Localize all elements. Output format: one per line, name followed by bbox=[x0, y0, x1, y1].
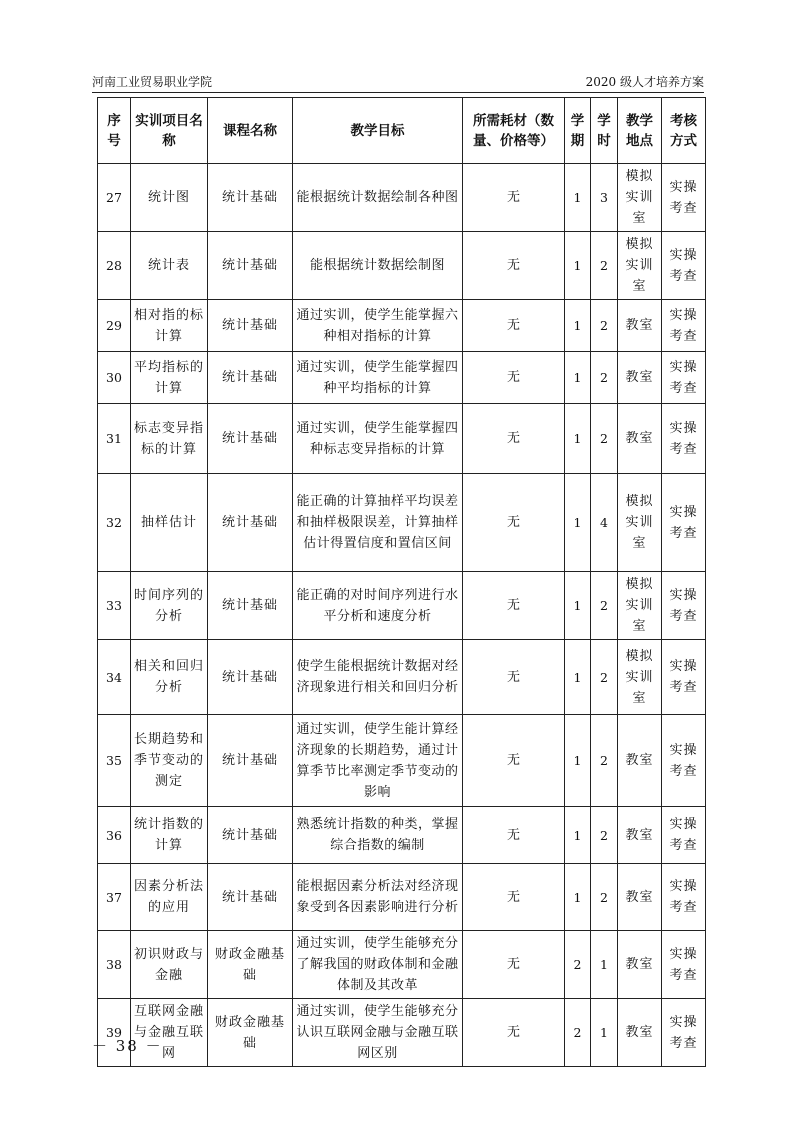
exam-method-cell: 实操考查 bbox=[662, 474, 706, 572]
location-cell: 教室 bbox=[618, 715, 662, 807]
exam-method-cell: 实操考查 bbox=[662, 715, 706, 807]
column-header: 考核方式 bbox=[662, 98, 706, 164]
project-name-cell: 平均指标的计算 bbox=[131, 352, 208, 404]
location-cell: 教室 bbox=[618, 807, 662, 864]
exam-method-cell: 实操考查 bbox=[662, 164, 706, 232]
exam-method-cell: 实操考查 bbox=[662, 864, 706, 931]
location-cell: 教室 bbox=[618, 300, 662, 352]
project-name-cell: 统计表 bbox=[131, 232, 208, 300]
exam-method-cell: 实操考查 bbox=[662, 404, 706, 474]
location-cell: 教室 bbox=[618, 999, 662, 1067]
table-row bbox=[98, 864, 706, 931]
location-cell: 教室 bbox=[618, 404, 662, 474]
materials-cell: 无 bbox=[463, 640, 565, 715]
project-name-cell: 因素分析法的应用 bbox=[131, 864, 208, 931]
location-cell: 教室 bbox=[618, 931, 662, 999]
table-row bbox=[98, 300, 706, 352]
project-name-cell: 统计图 bbox=[131, 164, 208, 232]
term-cell: 1 bbox=[565, 864, 591, 931]
teaching-goal-cell: 能根据统计数据绘制图 bbox=[293, 232, 463, 300]
row-number-cell: 28 bbox=[98, 232, 131, 300]
term-cell: 1 bbox=[565, 807, 591, 864]
course-name-cell: 财政金融基础 bbox=[208, 931, 293, 999]
table-row bbox=[98, 640, 706, 715]
row-number-cell: 39 bbox=[98, 999, 131, 1067]
materials-cell: 无 bbox=[463, 807, 565, 864]
table-header-row bbox=[98, 98, 706, 164]
term-cell: 1 bbox=[565, 300, 591, 352]
location-cell: 教室 bbox=[618, 864, 662, 931]
school-name: 河南工业贸易职业学院 bbox=[92, 75, 213, 89]
hours-cell: 1 bbox=[591, 999, 618, 1067]
table-row bbox=[98, 572, 706, 640]
row-number-cell: 36 bbox=[98, 807, 131, 864]
term-cell: 1 bbox=[565, 474, 591, 572]
column-header: 所需耗材（数量、价格等） bbox=[463, 98, 565, 164]
row-number-cell: 35 bbox=[98, 715, 131, 807]
term-cell: 1 bbox=[565, 715, 591, 807]
term-cell: 1 bbox=[565, 352, 591, 404]
exam-method-cell: 实操考查 bbox=[662, 999, 706, 1067]
table-row bbox=[98, 474, 706, 572]
teaching-goal-cell: 通过实训，使学生能够充分认识互联网金融与金融互联网区别 bbox=[293, 999, 463, 1067]
materials-cell: 无 bbox=[463, 931, 565, 999]
course-name-cell: 统计基础 bbox=[208, 300, 293, 352]
hours-cell: 1 bbox=[591, 931, 618, 999]
row-number-cell: 38 bbox=[98, 931, 131, 999]
hours-cell: 2 bbox=[591, 572, 618, 640]
course-name-cell: 统计基础 bbox=[208, 640, 293, 715]
hours-cell: 2 bbox=[591, 232, 618, 300]
exam-method-cell: 实操考查 bbox=[662, 807, 706, 864]
column-header: 实训项目名称 bbox=[131, 98, 208, 164]
materials-cell: 无 bbox=[463, 404, 565, 474]
teaching-goal-cell: 通过实训，使学生能够充分了解我国的财政体制和金融体制及其改革 bbox=[293, 931, 463, 999]
table-body bbox=[98, 164, 706, 1067]
materials-cell: 无 bbox=[463, 474, 565, 572]
exam-method-cell: 实操考查 bbox=[662, 640, 706, 715]
row-number-cell: 34 bbox=[98, 640, 131, 715]
table-row bbox=[98, 164, 706, 232]
teaching-goal-cell: 能正确的对时间序列进行水平分析和速度分析 bbox=[293, 572, 463, 640]
term-cell: 1 bbox=[565, 232, 591, 300]
materials-cell: 无 bbox=[463, 572, 565, 640]
location-cell: 教室 bbox=[618, 352, 662, 404]
exam-method-cell: 实操考查 bbox=[662, 300, 706, 352]
term-cell: 2 bbox=[565, 999, 591, 1067]
project-name-cell: 初识财政与金融 bbox=[131, 931, 208, 999]
hours-cell: 2 bbox=[591, 300, 618, 352]
row-number-cell: 29 bbox=[98, 300, 131, 352]
hours-cell: 2 bbox=[591, 715, 618, 807]
project-name-cell: 统计指数的计算 bbox=[131, 807, 208, 864]
hours-cell: 3 bbox=[591, 164, 618, 232]
location-cell: 模拟实训室 bbox=[618, 232, 662, 300]
term-cell: 2 bbox=[565, 931, 591, 999]
teaching-goal-cell: 能正确的计算抽样平均误差和抽样极限误差，计算抽样估计得置信度和置信区间 bbox=[293, 474, 463, 572]
page-header bbox=[92, 74, 704, 90]
materials-cell: 无 bbox=[463, 864, 565, 931]
table-row bbox=[98, 404, 706, 474]
project-name-cell: 时间序列的分析 bbox=[131, 572, 208, 640]
table-row bbox=[98, 999, 706, 1067]
materials-cell: 无 bbox=[463, 715, 565, 807]
course-name-cell: 统计基础 bbox=[208, 807, 293, 864]
teaching-goal-cell: 熟悉统计指数的种类，掌握综合指数的编制 bbox=[293, 807, 463, 864]
course-name-cell: 财政金融基础 bbox=[208, 999, 293, 1067]
plan-title: 2020 级人才培养方案 bbox=[585, 75, 704, 89]
project-name-cell: 长期趋势和季节变动的测定 bbox=[131, 715, 208, 807]
teaching-goal-cell: 能根据因素分析法对经济现象受到各因素影响进行分析 bbox=[293, 864, 463, 931]
exam-method-cell: 实操考查 bbox=[662, 232, 706, 300]
materials-cell: 无 bbox=[463, 999, 565, 1067]
training-table bbox=[97, 97, 706, 1067]
term-cell: 1 bbox=[565, 164, 591, 232]
column-header: 学时 bbox=[591, 98, 618, 164]
exam-method-cell: 实操考查 bbox=[662, 572, 706, 640]
table-row bbox=[98, 232, 706, 300]
table-row bbox=[98, 931, 706, 999]
term-cell: 1 bbox=[565, 404, 591, 474]
row-number-cell: 31 bbox=[98, 404, 131, 474]
exam-method-cell: 实操考查 bbox=[662, 352, 706, 404]
course-name-cell: 统计基础 bbox=[208, 164, 293, 232]
hours-cell: 2 bbox=[591, 864, 618, 931]
course-name-cell: 统计基础 bbox=[208, 352, 293, 404]
project-name-cell: 相关和回归分析 bbox=[131, 640, 208, 715]
course-name-cell: 统计基础 bbox=[208, 715, 293, 807]
materials-cell: 无 bbox=[463, 164, 565, 232]
location-cell: 模拟实训室 bbox=[618, 474, 662, 572]
location-cell: 模拟实训室 bbox=[618, 164, 662, 232]
teaching-goal-cell: 通过实训，使学生能掌握四种平均指标的计算 bbox=[293, 352, 463, 404]
header-rule bbox=[92, 92, 704, 93]
column-header: 序号 bbox=[98, 98, 131, 164]
row-number-cell: 33 bbox=[98, 572, 131, 640]
course-name-cell: 统计基础 bbox=[208, 864, 293, 931]
hours-cell: 2 bbox=[591, 404, 618, 474]
teaching-goal-cell: 能根据统计数据绘制各种图 bbox=[293, 164, 463, 232]
column-header: 教学目标 bbox=[293, 98, 463, 164]
table-row bbox=[98, 807, 706, 864]
hours-cell: 2 bbox=[591, 640, 618, 715]
hours-cell: 2 bbox=[591, 352, 618, 404]
course-name-cell: 统计基础 bbox=[208, 474, 293, 572]
teaching-goal-cell: 通过实训，使学生能掌握六种相对指标的计算 bbox=[293, 300, 463, 352]
row-number-cell: 32 bbox=[98, 474, 131, 572]
column-header: 教学地点 bbox=[618, 98, 662, 164]
materials-cell: 无 bbox=[463, 300, 565, 352]
row-number-cell: 27 bbox=[98, 164, 131, 232]
table-row bbox=[98, 352, 706, 404]
project-name-cell: 互联网金融与金融互联网 bbox=[131, 999, 208, 1067]
column-header: 课程名称 bbox=[208, 98, 293, 164]
teaching-goal-cell: 通过实训，使学生能计算经济现象的长期趋势，通过计算季节比率测定季节变动的影响 bbox=[293, 715, 463, 807]
teaching-goal-cell: 通过实训，使学生能掌握四种标志变异指标的计算 bbox=[293, 404, 463, 474]
course-name-cell: 统计基础 bbox=[208, 572, 293, 640]
row-number-cell: 37 bbox=[98, 864, 131, 931]
page-number: － 38 － bbox=[92, 1037, 163, 1055]
project-name-cell: 标志变异指标的计算 bbox=[131, 404, 208, 474]
location-cell: 模拟实训室 bbox=[618, 640, 662, 715]
project-name-cell: 抽样估计 bbox=[131, 474, 208, 572]
term-cell: 1 bbox=[565, 640, 591, 715]
hours-cell: 4 bbox=[591, 474, 618, 572]
hours-cell: 2 bbox=[591, 807, 618, 864]
teaching-goal-cell: 使学生能根据统计数据对经济现象进行相关和回归分析 bbox=[293, 640, 463, 715]
column-header: 学期 bbox=[565, 98, 591, 164]
materials-cell: 无 bbox=[463, 352, 565, 404]
course-name-cell: 统计基础 bbox=[208, 404, 293, 474]
table-row bbox=[98, 715, 706, 807]
project-name-cell: 相对指的标计算 bbox=[131, 300, 208, 352]
term-cell: 1 bbox=[565, 572, 591, 640]
course-name-cell: 统计基础 bbox=[208, 232, 293, 300]
location-cell: 模拟实训室 bbox=[618, 572, 662, 640]
exam-method-cell: 实操考查 bbox=[662, 931, 706, 999]
row-number-cell: 30 bbox=[98, 352, 131, 404]
materials-cell: 无 bbox=[463, 232, 565, 300]
